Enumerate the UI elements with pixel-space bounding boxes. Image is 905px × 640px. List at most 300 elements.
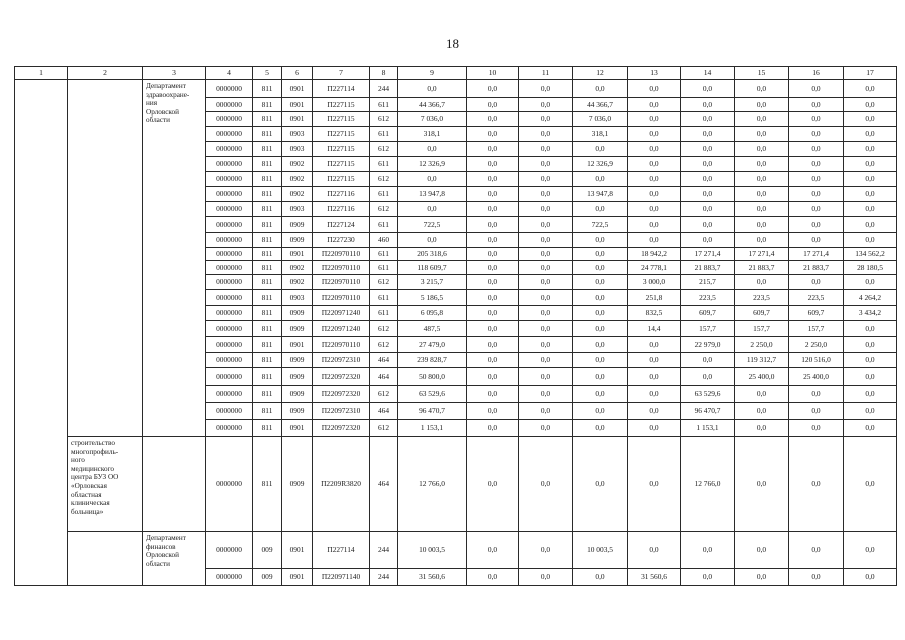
table-cell: 244 — [370, 532, 398, 569]
table-cell: 0,0 — [628, 142, 681, 157]
table-cell: П227116 — [313, 187, 370, 202]
table-cell: 0,0 — [789, 403, 844, 420]
table-cell: 0,0 — [844, 80, 897, 98]
table-cell: 0,0 — [628, 80, 681, 98]
table-cell: 611 — [370, 127, 398, 142]
table-cell: 25 400,0 — [735, 368, 789, 386]
table-cell: 0,0 — [681, 532, 735, 569]
table-cell: 0,0 — [844, 142, 897, 157]
column-number-header: 7 — [313, 67, 370, 80]
table-header-row — [15, 67, 897, 80]
table-cell: 609,7 — [681, 306, 735, 321]
table-cell: 609,7 — [789, 306, 844, 321]
table-cell: 464 — [370, 437, 398, 532]
table-cell: 17 271,4 — [681, 248, 735, 261]
table-cell: 50 800,0 — [398, 368, 467, 386]
table-cell: 31 560,6 — [398, 569, 467, 586]
table-cell: 0,0 — [844, 275, 897, 290]
table-cell: 0,0 — [844, 187, 897, 202]
table-cell: 13 947,8 — [573, 187, 628, 202]
table-cell: П227115 — [313, 112, 370, 127]
table-cell: 0000000 — [206, 290, 253, 306]
table-cell: 0,0 — [467, 172, 519, 187]
table-cell: 0901 — [282, 337, 313, 353]
table-cell: 0,0 — [844, 353, 897, 368]
table-cell: 009 — [253, 532, 282, 569]
table-cell: 0000000 — [206, 80, 253, 98]
table-cell: 1 153,1 — [681, 420, 735, 437]
table-cell: 0,0 — [681, 368, 735, 386]
table-cell: 0,0 — [844, 403, 897, 420]
table-cell: 17 271,4 — [789, 248, 844, 261]
table-cell: 0,0 — [789, 112, 844, 127]
table-cell: 0,0 — [398, 80, 467, 98]
table-cell: 0,0 — [789, 437, 844, 532]
table-cell: 0,0 — [467, 127, 519, 142]
table-cell: 612 — [370, 142, 398, 157]
table-cell: 215,7 — [681, 275, 735, 290]
table-cell: 0909 — [282, 386, 313, 403]
table-cell: П220970110 — [313, 337, 370, 353]
table-cell: 0000000 — [206, 368, 253, 386]
table-cell: 611 — [370, 187, 398, 202]
column-number-header: 2 — [68, 67, 143, 80]
table-cell: 21 883,7 — [789, 261, 844, 275]
table-cell: 0,0 — [573, 321, 628, 337]
table-cell: 0,0 — [573, 80, 628, 98]
table-cell: 611 — [370, 217, 398, 233]
table-cell: 134 562,2 — [844, 248, 897, 261]
table-cell: П220972310 — [313, 403, 370, 420]
table-cell: 0,0 — [573, 248, 628, 261]
table-cell: 318,1 — [573, 127, 628, 142]
table-cell: 811 — [253, 437, 282, 532]
table-cell: 0,0 — [467, 306, 519, 321]
table-cell: 0,0 — [573, 306, 628, 321]
table-cell: 0,0 — [573, 290, 628, 306]
table-cell: 0,0 — [398, 202, 467, 217]
table-cell: 464 — [370, 368, 398, 386]
table-cell: 0,0 — [735, 172, 789, 187]
table-cell: 12 326,9 — [573, 157, 628, 172]
table-cell: П220972320 — [313, 368, 370, 386]
table-cell: 0909 — [282, 368, 313, 386]
table-cell: 0902 — [282, 157, 313, 172]
table-cell: 0,0 — [573, 202, 628, 217]
table-cell: 811 — [253, 202, 282, 217]
table-cell: 0,0 — [467, 386, 519, 403]
table-cell: 0,0 — [735, 217, 789, 233]
table-cell: 0,0 — [467, 337, 519, 353]
table-cell: 0901 — [282, 112, 313, 127]
table-cell: 24 778,1 — [628, 261, 681, 275]
table-cell: 12 326,9 — [398, 157, 467, 172]
table-cell: 0901 — [282, 98, 313, 112]
table-cell: 18 942,2 — [628, 248, 681, 261]
table-cell: 0,0 — [467, 532, 519, 569]
table-cell: 0,0 — [681, 569, 735, 586]
table-cell: 611 — [370, 248, 398, 261]
table-cell: 223,5 — [681, 290, 735, 306]
table-cell: 0,0 — [519, 437, 573, 532]
table-cell: 0,0 — [519, 127, 573, 142]
table-cell: 157,7 — [735, 321, 789, 337]
table-cell: 0,0 — [467, 80, 519, 98]
table-cell: 0901 — [282, 420, 313, 437]
table-cell: 31 560,6 — [628, 569, 681, 586]
table-cell: 0,0 — [628, 217, 681, 233]
table-cell: 0,0 — [735, 80, 789, 98]
table-cell: 63 529,6 — [398, 386, 467, 403]
table-cell: 0,0 — [789, 98, 844, 112]
table-cell: 0,0 — [735, 437, 789, 532]
table-cell: П220972310 — [313, 353, 370, 368]
table-cell: 119 312,7 — [735, 353, 789, 368]
table-cell: 612 — [370, 321, 398, 337]
table-cell: 009 — [253, 569, 282, 586]
table-cell: П227115 — [313, 172, 370, 187]
table-cell: 0,0 — [844, 172, 897, 187]
table-cell: 0,0 — [573, 437, 628, 532]
table-cell: П227115 — [313, 142, 370, 157]
table-cell: 0,0 — [467, 368, 519, 386]
table-cell: 0,0 — [467, 290, 519, 306]
table-cell: П220971240 — [313, 306, 370, 321]
table-cell: 0,0 — [735, 403, 789, 420]
table-cell: 0,0 — [735, 420, 789, 437]
column-number-header: 13 — [628, 67, 681, 80]
table-cell: 0,0 — [519, 532, 573, 569]
table-cell: 4 264,2 — [844, 290, 897, 306]
table-cell: 0,0 — [519, 275, 573, 290]
table-cell: 0903 — [282, 142, 313, 157]
table-cell: 0,0 — [467, 420, 519, 437]
table-cell: 0,0 — [467, 353, 519, 368]
table-row — [15, 532, 897, 569]
table-cell: 0,0 — [789, 80, 844, 98]
table-cell: 118 609,7 — [398, 261, 467, 275]
table-cell: 0901 — [282, 532, 313, 569]
table-cell: 17 271,4 — [735, 248, 789, 261]
table-cell: 0000000 — [206, 437, 253, 532]
table-cell: 0,0 — [789, 420, 844, 437]
department-finance-cell: Департамент финансов Орловской области — [143, 532, 206, 586]
table-cell: 0000000 — [206, 98, 253, 112]
table-cell: 27 479,0 — [398, 337, 467, 353]
table-cell: 0000000 — [206, 261, 253, 275]
table-cell: 0,0 — [789, 202, 844, 217]
table-cell: 1 153,1 — [398, 420, 467, 437]
table-cell: 0,0 — [844, 233, 897, 248]
table-cell: 0,0 — [519, 386, 573, 403]
table-cell: 0000000 — [206, 142, 253, 157]
table-cell: 0,0 — [398, 142, 467, 157]
table-cell: П227115 — [313, 127, 370, 142]
table-cell: 0903 — [282, 290, 313, 306]
column-number-header: 16 — [789, 67, 844, 80]
table-cell: 2 250,0 — [735, 337, 789, 353]
table-cell: 6 095,8 — [398, 306, 467, 321]
table-cell: 21 883,7 — [681, 261, 735, 275]
table-cell: 0,0 — [628, 202, 681, 217]
table-cell: 612 — [370, 420, 398, 437]
table-cell: 120 516,0 — [789, 353, 844, 368]
table-cell: 0000000 — [206, 403, 253, 420]
table-cell: 0909 — [282, 437, 313, 532]
table-cell: 0,0 — [844, 437, 897, 532]
table-cell: 0,0 — [789, 127, 844, 142]
table-cell: 44 366,7 — [573, 98, 628, 112]
table-cell: 0,0 — [573, 420, 628, 437]
table-cell: 3 000,0 — [628, 275, 681, 290]
table-cell: 0,0 — [467, 248, 519, 261]
table-cell: П227115 — [313, 157, 370, 172]
table-cell: 0909 — [282, 403, 313, 420]
table-cell: 0,0 — [735, 275, 789, 290]
table-cell: 609,7 — [735, 306, 789, 321]
table-cell: 0,0 — [573, 275, 628, 290]
table-cell: П227114 — [313, 532, 370, 569]
table-cell: 0,0 — [628, 386, 681, 403]
table-cell: 3 215,7 — [398, 275, 467, 290]
column-number-header: 4 — [206, 67, 253, 80]
table-cell: 0,0 — [628, 157, 681, 172]
table-cell: 0,0 — [681, 202, 735, 217]
table-cell: 811 — [253, 172, 282, 187]
table-cell: 0,0 — [844, 217, 897, 233]
table-cell: 0,0 — [628, 98, 681, 112]
table-cell: П220970110 — [313, 261, 370, 275]
table-cell: 0902 — [282, 172, 313, 187]
table-cell: 811 — [253, 233, 282, 248]
table-cell: 0,0 — [844, 157, 897, 172]
table-cell: 0,0 — [789, 569, 844, 586]
table-cell: 0,0 — [573, 386, 628, 403]
table-cell: 157,7 — [681, 321, 735, 337]
table-cell: 0,0 — [735, 386, 789, 403]
table-cell: 0909 — [282, 321, 313, 337]
table-cell: 0000000 — [206, 233, 253, 248]
table-cell: 10 003,5 — [398, 532, 467, 569]
table-cell: 0000000 — [206, 275, 253, 290]
table-cell: 0909 — [282, 217, 313, 233]
table-cell: 7 036,0 — [573, 112, 628, 127]
table-cell: 0,0 — [573, 569, 628, 586]
table-cell: 811 — [253, 386, 282, 403]
table-cell: 5 186,5 — [398, 290, 467, 306]
table-cell: 0903 — [282, 127, 313, 142]
table-cell: 0,0 — [573, 337, 628, 353]
table-cell: 811 — [253, 275, 282, 290]
table-cell: 0,0 — [681, 172, 735, 187]
table-cell: П227114 — [313, 80, 370, 98]
table-cell: 0,0 — [735, 127, 789, 142]
table-cell: 612 — [370, 337, 398, 353]
table-cell: 612 — [370, 112, 398, 127]
table-cell: 0,0 — [735, 187, 789, 202]
table-cell: 244 — [370, 569, 398, 586]
table-cell: 0,0 — [789, 233, 844, 248]
table-cell: 0,0 — [467, 98, 519, 112]
table-cell: 0,0 — [735, 142, 789, 157]
table-cell: П220972320 — [313, 386, 370, 403]
table-cell: 0,0 — [467, 321, 519, 337]
table-cell: 223,5 — [789, 290, 844, 306]
table-cell: 0903 — [282, 202, 313, 217]
table-cell: 3 434,2 — [844, 306, 897, 321]
table-cell: 244 — [370, 80, 398, 98]
table-cell: 0,0 — [573, 172, 628, 187]
table-cell: 0,0 — [844, 420, 897, 437]
table-cell: 0,0 — [519, 157, 573, 172]
table-cell: 811 — [253, 217, 282, 233]
table-cell: 0,0 — [467, 217, 519, 233]
table-cell: 0,0 — [519, 233, 573, 248]
table-cell: П220972320 — [313, 420, 370, 437]
table-cell: 0,0 — [844, 386, 897, 403]
table-cell: 0,0 — [467, 261, 519, 275]
table-cell: 611 — [370, 261, 398, 275]
table-cell: 612 — [370, 275, 398, 290]
table-cell: 22 979,0 — [681, 337, 735, 353]
table-cell: 0,0 — [681, 112, 735, 127]
table-cell: 811 — [253, 142, 282, 157]
table-cell: 0,0 — [467, 233, 519, 248]
table-cell: 0,0 — [519, 290, 573, 306]
column-number-header: 17 — [844, 67, 897, 80]
table-cell: 0000000 — [206, 187, 253, 202]
table-cell: 0,0 — [789, 157, 844, 172]
table-cell: П220970110 — [313, 248, 370, 261]
table-cell: 28 180,5 — [844, 261, 897, 275]
table-cell: 811 — [253, 112, 282, 127]
table-cell: 0000000 — [206, 353, 253, 368]
table-cell: П220971240 — [313, 321, 370, 337]
table-cell: 0,0 — [398, 172, 467, 187]
table-cell: 0,0 — [844, 532, 897, 569]
table-cell: 0,0 — [844, 98, 897, 112]
table-cell: 0,0 — [573, 261, 628, 275]
table-cell: 0,0 — [519, 80, 573, 98]
table-cell: 0,0 — [735, 532, 789, 569]
construction-item-cell: строительство многопрофиль- ного медицинского центра БУЗ ОО «Орловская областная клиническая больница» — [68, 437, 143, 532]
table-cell: 12 766,0 — [398, 437, 467, 532]
empty-cell — [15, 80, 68, 586]
table-cell: 10 003,5 — [573, 532, 628, 569]
table-cell: 0,0 — [735, 157, 789, 172]
table-cell: 0,0 — [573, 353, 628, 368]
table-cell: 0000000 — [206, 532, 253, 569]
table-cell: 0,0 — [628, 403, 681, 420]
table-cell: П220971140 — [313, 569, 370, 586]
table-cell: 0,0 — [681, 353, 735, 368]
column-number-header: 15 — [735, 67, 789, 80]
page-number: 18 — [446, 36, 459, 51]
table-cell: 0,0 — [519, 172, 573, 187]
table-cell: 0,0 — [519, 337, 573, 353]
table-cell: 157,7 — [789, 321, 844, 337]
table-cell: 63 529,6 — [681, 386, 735, 403]
table-cell: 44 366,7 — [398, 98, 467, 112]
table-cell: 0,0 — [681, 157, 735, 172]
table-cell: 0,0 — [467, 157, 519, 172]
table-cell: 2 250,0 — [789, 337, 844, 353]
table-cell: 611 — [370, 157, 398, 172]
table-cell: 0902 — [282, 187, 313, 202]
table-cell: 0000000 — [206, 569, 253, 586]
table-cell: 0,0 — [844, 112, 897, 127]
table-cell: 0,0 — [628, 233, 681, 248]
table-cell: П227115 — [313, 98, 370, 112]
table-cell: 811 — [253, 321, 282, 337]
column-number-header: 6 — [282, 67, 313, 80]
table-cell: 25 400,0 — [789, 368, 844, 386]
table-cell: 0,0 — [789, 142, 844, 157]
table-cell: 0,0 — [519, 112, 573, 127]
table-cell: 0901 — [282, 569, 313, 586]
table-cell: 0,0 — [467, 275, 519, 290]
table-cell: 251,8 — [628, 290, 681, 306]
table-cell: 0,0 — [735, 202, 789, 217]
table-cell: П227230 — [313, 233, 370, 248]
table-cell: 0,0 — [467, 403, 519, 420]
table-cell: 0,0 — [519, 353, 573, 368]
table-cell: 0000000 — [206, 157, 253, 172]
table-cell: 811 — [253, 248, 282, 261]
table-cell: 0,0 — [519, 321, 573, 337]
table-cell: 0,0 — [628, 172, 681, 187]
table-cell: 487,5 — [398, 321, 467, 337]
table-cell: 611 — [370, 98, 398, 112]
column-number-header: 14 — [681, 67, 735, 80]
table-cell: 811 — [253, 187, 282, 202]
table-cell: 0909 — [282, 306, 313, 321]
table-cell: 0,0 — [573, 403, 628, 420]
table-cell: 0,0 — [398, 233, 467, 248]
table-cell: 318,1 — [398, 127, 467, 142]
column-number-header: 5 — [253, 67, 282, 80]
table-cell: 13 947,8 — [398, 187, 467, 202]
table-cell: 0000000 — [206, 248, 253, 261]
table-cell: 0,0 — [844, 202, 897, 217]
table-cell: 12 766,0 — [681, 437, 735, 532]
table-cell: 0,0 — [789, 217, 844, 233]
budget-table — [14, 66, 897, 586]
table-cell: 0,0 — [467, 569, 519, 586]
table-cell: 811 — [253, 290, 282, 306]
table-cell: 21 883,7 — [735, 261, 789, 275]
table-cell: 0,0 — [735, 233, 789, 248]
table-cell: 464 — [370, 403, 398, 420]
table-cell: 0,0 — [844, 337, 897, 353]
table-cell: П220970110 — [313, 275, 370, 290]
column-number-header: 11 — [519, 67, 573, 80]
column-number-header: 12 — [573, 67, 628, 80]
table-cell: 0,0 — [789, 187, 844, 202]
table-cell: 0,0 — [467, 142, 519, 157]
table-cell: 205 318,6 — [398, 248, 467, 261]
empty-cell — [143, 437, 206, 532]
table-cell: П220970110 — [313, 290, 370, 306]
table-cell: 0,0 — [467, 202, 519, 217]
table-row — [15, 80, 897, 98]
table-cell: 0,0 — [573, 142, 628, 157]
table-cell: 460 — [370, 233, 398, 248]
table-cell: 832,5 — [628, 306, 681, 321]
table-cell: 7 036,0 — [398, 112, 467, 127]
table-cell: 811 — [253, 337, 282, 353]
table-cell: 0,0 — [519, 98, 573, 112]
